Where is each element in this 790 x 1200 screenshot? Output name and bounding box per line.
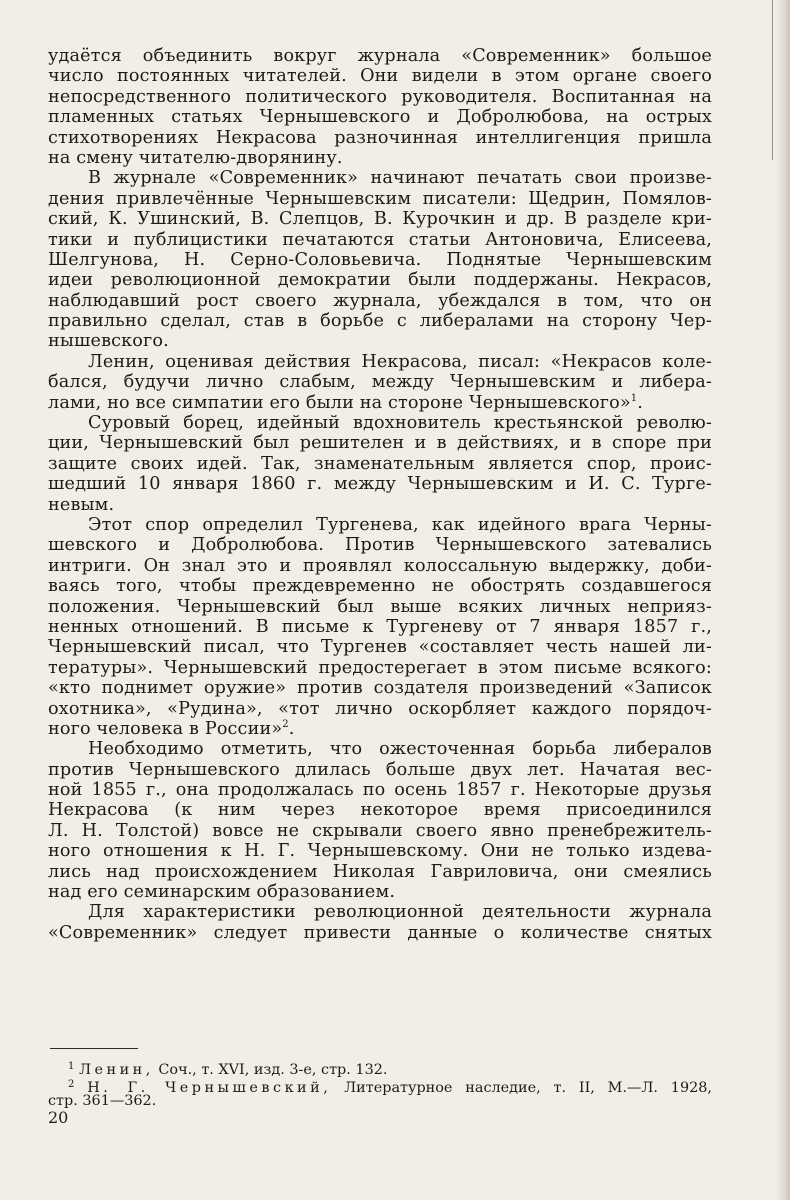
text-line: удаётся объединить вокруг журнала «Современник» большое: [48, 46, 712, 66]
text-line: над его семинарским образованием.: [48, 882, 396, 903]
text-line: Шелгунова, Н. Серно-Соловьевича. Поднятые Чернышевским: [48, 249, 712, 270]
footnote-2-author: Н. Г. Чернышевский,: [87, 1080, 332, 1096]
text-line: «кто поднимет оружие» против создателя произведений «Записок: [48, 678, 712, 699]
page-edge-line: [772, 0, 773, 160]
text-line: идеи революционной демократии были поддержаны. Некрасов,: [48, 270, 712, 291]
text-line: лись над происхождением Николая Гавриловича, они смеялись: [48, 861, 712, 882]
text-line-content: ного человека в России»: [48, 718, 283, 739]
body-text: [48, 46, 712, 943]
text-line: Некрасова (к ним через некоторое время присоединился: [48, 800, 712, 821]
text-line-content: лами, но все симпатии его были на стороне Чернышевского»: [48, 392, 631, 413]
footnote-1-mark: 1: [68, 1061, 75, 1072]
text-line: дения привлечённые Чернышевским писатели: Щедрин, Помялов-: [48, 188, 712, 209]
footnote-ref-tail: .: [637, 392, 644, 413]
paragraph: [48, 902, 712, 943]
footnote-1: [48, 1058, 712, 1078]
text-line: охотника», «Рудина», «тот лично оскорбляет каждого порядоч-: [48, 698, 712, 719]
text-line: стихотворениях Некрасова разночинная интеллигенция пришла: [48, 127, 712, 148]
text-line: тературы». Чернышевский предостерегает в этом письме всякого:: [48, 657, 712, 678]
footnote-2-text: Литературное наследие, т. II, М.—Л. 1928,: [331, 1080, 712, 1096]
text-line: [48, 393, 712, 413]
text-line: Этот спор определил Тургенева, как идейного врага Черны-: [88, 514, 712, 535]
text-line: невым.: [48, 494, 115, 515]
page-number: 20: [48, 1108, 69, 1127]
text-line: ной 1855 г., она продолжалась по осень 1857 г. Некоторые друзья: [48, 780, 712, 801]
text-line: Л. Н. Толстой) вовсе не скрывали своего явно пренебрежитель-: [48, 820, 712, 841]
text-line: ский, К. Ушинский, В. Слепцов, В. Курочкин и др. В разделе кри-: [48, 209, 712, 230]
paragraph: [48, 515, 712, 739]
text-line: защите своих идей. Так, знаменательным является спор, проис-: [48, 453, 712, 474]
text-line: наблюдавший рост своего журнала, убеждался в том, что он: [48, 290, 712, 311]
footnote-2: [48, 1076, 712, 1110]
text-line: Для характеристики революционной деятельности журнала: [88, 902, 712, 923]
text-line: ненных отношений. В письме к Тургеневу от 7 января 1857 г.,: [48, 616, 712, 637]
footnote-ref: 2: [282, 718, 289, 730]
text-line: шедший 10 января 1860 г. между Чернышевским и И. С. Турге-: [48, 474, 712, 495]
text-line: нышевского.: [48, 331, 169, 352]
text-line: Ленин, оценивая действия Некрасова, писал: «Некрасов коле-: [88, 351, 712, 372]
text-line: число постоянных читателей. Они видели в этом органе своего: [48, 66, 712, 87]
text-line: правильно сделал, став в борьбе с либералами на сторону Чер-: [48, 311, 712, 332]
text-line: В журнале «Современник» начинают печатать свои произве-: [88, 168, 712, 189]
footnote-ref: 1: [630, 392, 638, 404]
footnote-2-line2: стр. 361—362.: [48, 1093, 157, 1109]
paragraph: [48, 46, 712, 168]
text-line: против Чернышевского длилась больше двух лет. Начатая вес-: [48, 759, 712, 780]
text-line: Суровый борец, идейный вдохновитель крестьянской револю-: [88, 413, 712, 434]
text-line: тики и публицистики печатаются статьи Антоновича, Елисеева,: [48, 229, 712, 250]
text-line: ного отношения к Н. Г. Чернышевскому. Они не только издева-: [48, 841, 712, 862]
footnote-ref-tail: .: [288, 718, 295, 739]
footnote-1-text: Соч., т. XVI, изд. 3-е, стр. 132.: [153, 1062, 388, 1078]
paragraph: [48, 168, 712, 352]
page-edge-shadow: [776, 0, 790, 1200]
text-line: «Современник» следует привести данные о количестве снятых: [48, 922, 712, 943]
text-line: шевского и Добролюбова. Против Чернышевского затевались: [48, 535, 712, 556]
text-line: ции, Чернышевский был решителен и в действиях, и в споре при: [48, 433, 712, 454]
text-line: непосредственного политического руководителя. Воспитанная на: [48, 86, 712, 107]
text-line: интриги. Он знал это и проявлял колоссальную выдержку, доби-: [48, 555, 712, 576]
text-line: пламенных статьях Чернышевского и Добролюбова, на острых: [48, 107, 712, 128]
text-line: положения. Чернышевский был выше всяких личных неприяз-: [48, 596, 712, 617]
text-line: [48, 719, 712, 739]
text-line: Чернышевский писал, что Тургенев «составляет честь нашей ли-: [48, 637, 712, 658]
paragraph: [48, 352, 712, 413]
text-line: ваясь того, чтобы преждевременно не обострять создавшегося: [48, 576, 712, 597]
paragraph: [48, 739, 712, 902]
text-line: Необходимо отметить, что ожесточенная борьба либералов: [88, 739, 712, 760]
footnote-2-mark: 2: [68, 1079, 75, 1090]
text-line: бался, будучи лично слабым, между Чернышевским и либера-: [48, 372, 712, 393]
footnote-rule: [50, 1048, 138, 1049]
text-line: на смену читателю-дворянину.: [48, 147, 343, 168]
paragraph: [48, 413, 712, 515]
footnote-1-author: Ленин,: [78, 1062, 154, 1078]
